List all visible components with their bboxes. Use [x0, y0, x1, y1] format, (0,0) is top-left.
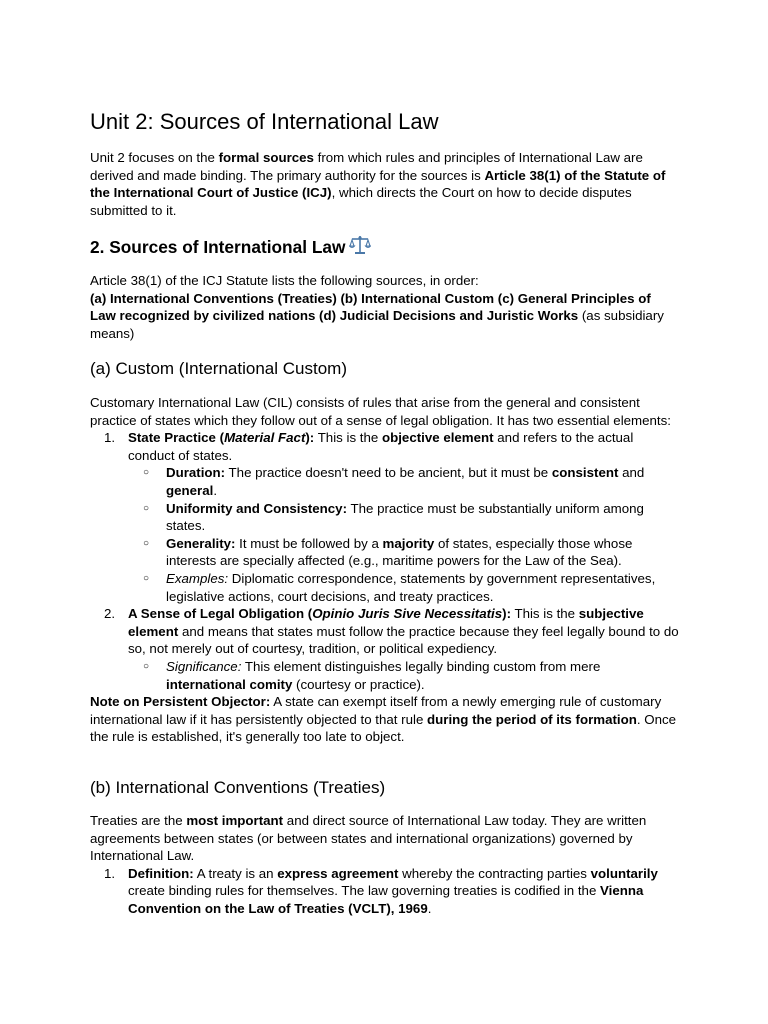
sources-tail: (as subsidiary means) [90, 308, 664, 341]
body-text: This is the [314, 430, 382, 446]
section-heading-custom: (a) Custom (International Custom) [90, 359, 347, 378]
body-text: This is the [511, 606, 579, 622]
body-text: and direct source of International Law today. They are written agreements between states (or between states and international organizations) governed by International Law. [90, 813, 647, 864]
sub-item-uniformity [90, 500, 680, 535]
body-text: The practice must be substantially uniform among states. [166, 500, 644, 534]
hollow-bullet-icon: ○ [143, 572, 150, 584]
section-heading-treaties: (b) International Conventions (Treaties) [90, 778, 386, 797]
sources-bold-list: (a) International Conventions (Treaties) (b) International Custom (c) General Principles of Law recognized by civilized nations (d) Judicial Decisions and Juristic Works [90, 290, 651, 324]
bold-text: consistent [551, 465, 619, 481]
bold-text: Definition: [128, 865, 194, 881]
bold-text: most important [186, 813, 284, 828]
sources-intro-line: Article 38(1) of the ICJ Statute lists the following sources, in order: [90, 273, 479, 288]
bold-text: Vienna Convention on the Law of Treaties (VCLT), 1969 [128, 883, 644, 916]
custom-intro: Customary International Law (CIL) consists of rules that arise from the general and consistent practice of states which they follow out of a sense of legal obligation. It has two essential elements: [90, 395, 671, 428]
intro-bold: Article 38(1) of the Statute of the International Court of Justice (ICJ) [90, 167, 666, 201]
bold-text: A Sense of Legal Obligation ( [128, 606, 313, 622]
body-text: A treaty is an [193, 865, 278, 881]
italic-bold-text: Opinio Juris Sive Necessitatis [312, 606, 503, 622]
body-text: and refers to the actual conduct of states. [128, 430, 634, 463]
bold-text: State Practice ( [128, 430, 225, 446]
intro-bold: formal sources [218, 150, 314, 165]
body-text: A state can exempt itself from a newly emerging rule of customary international law if it has persistently objected to that rule [90, 694, 662, 727]
hollow-bullet-icon: ○ [143, 502, 150, 514]
body-text: create binding rules for themselves. The law governing treaties is codified in the [128, 883, 601, 899]
sources-list-paragraph [90, 272, 680, 342]
body-text: (courtesy or practice). [292, 676, 425, 692]
intro-text: Unit 2 focuses on the [90, 150, 219, 165]
body-text: . [427, 900, 432, 916]
list-item-definition [90, 865, 680, 918]
body-text: . Once the rule is established, it's generally too late to object. [90, 711, 677, 745]
hollow-bullet-icon: ○ [143, 660, 150, 672]
bold-text: Note on Persistent Objector: [90, 694, 271, 710]
custom-section-body [90, 394, 680, 746]
italic-bold-text: Material Fact [224, 430, 306, 446]
sub-item-generality [90, 535, 680, 570]
body-text: and means that states must follow the practice because they feel legally bound to do so, not merely out of courtesy, tradition, or political expediency. [128, 623, 679, 657]
hollow-bullet-icon: ○ [143, 537, 150, 549]
italic-text: Significance: [166, 658, 242, 674]
section-heading-text: 2. Sources of International Law [90, 237, 346, 257]
bold-text: ): [502, 606, 511, 622]
bold-text: voluntarily [590, 865, 658, 881]
body-text: and [618, 465, 645, 481]
body-text: The practice doesn't need to be ancient, but it must be [225, 465, 552, 481]
body-text: Treaties are the [90, 813, 187, 828]
bold-text: objective element [381, 430, 494, 446]
intro-paragraph [90, 149, 680, 219]
sub-item-examples [90, 570, 680, 605]
italic-text: Examples: [166, 570, 229, 586]
body-text: . [213, 482, 218, 498]
bold-text: ): [305, 430, 315, 446]
bold-text: Uniformity and Consistency: [166, 500, 348, 516]
bold-text: international comity [166, 676, 293, 692]
intro-text: , which directs the Court on how to decide disputes submitted to it. [90, 185, 632, 218]
list-number: 1. [104, 865, 116, 881]
body-text: of states, especially those whose interests are specially affected (e.g., maritime powers for the Law of the Sea). [166, 535, 633, 569]
sub-item-significance [90, 658, 680, 693]
bold-text: Duration: [166, 465, 226, 481]
list-number: 1. [104, 430, 116, 446]
body-text: It must be followed by a [235, 535, 383, 551]
bold-text: express agreement [277, 865, 399, 881]
body-text: Diplomatic correspondence, statements by government representatives, legislative actions, court decisions, and treaty practices. [166, 570, 656, 604]
balance-scale-icon [349, 235, 371, 260]
bold-text: majority [382, 535, 435, 551]
body-text: whereby the contracting parties [398, 865, 591, 881]
body-text: This element distinguishes legally binding custom from mere [241, 658, 601, 674]
persistent-objector-note [90, 693, 680, 746]
bold-text: subjective element [128, 606, 644, 639]
treaties-intro [90, 812, 680, 865]
bold-text: general [166, 482, 214, 498]
list-item-state-practice [90, 429, 680, 464]
section-heading-sources [90, 235, 371, 260]
bold-text: Generality: [166, 535, 236, 551]
sub-item-duration [90, 464, 680, 499]
hollow-bullet-icon: ○ [143, 467, 150, 479]
list-number: 2. [104, 606, 116, 622]
page-title: Unit 2: Sources of International Law [90, 109, 439, 134]
treaties-section-body [90, 812, 680, 918]
bold-text: during the period of its formation [427, 711, 637, 727]
list-item-opinio-juris [90, 605, 680, 658]
intro-text: from which rules and principles of International Law are derived and made binding. The primary authority for the sources is [90, 150, 643, 183]
